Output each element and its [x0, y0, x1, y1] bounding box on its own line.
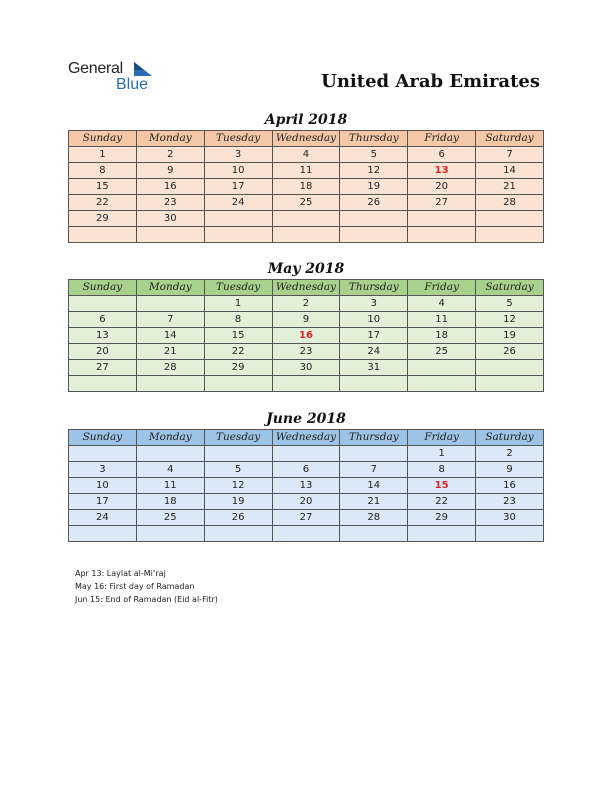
day-cell: 18 [136, 494, 204, 510]
week-row [69, 510, 544, 526]
day-cell: 22 [204, 344, 272, 360]
day-cell: 6 [69, 312, 137, 328]
weekday-header: Friday [408, 131, 476, 147]
day-cell [136, 296, 204, 312]
weekday-header: Sunday [69, 131, 137, 147]
week-row [69, 494, 544, 510]
weekday-header: Wednesday [272, 430, 340, 446]
day-cell [136, 376, 204, 392]
day-cell [408, 211, 476, 227]
day-cell: 3 [69, 462, 137, 478]
day-cell: 14 [340, 478, 408, 494]
day-cell: 30 [272, 360, 340, 376]
day-cell [204, 227, 272, 243]
week-row [69, 312, 544, 328]
day-cell: 23 [136, 195, 204, 211]
day-cell [272, 446, 340, 462]
day-cell: 30 [136, 211, 204, 227]
day-cell [272, 211, 340, 227]
month-june [68, 409, 544, 542]
day-cell [69, 227, 137, 243]
weekday-header: Thursday [340, 131, 408, 147]
day-cell: 27 [69, 360, 137, 376]
weekday-header: Sunday [69, 430, 137, 446]
day-cell [408, 360, 476, 376]
week-row [69, 195, 544, 211]
holiday-note: Apr 13: Laylat al-Mi’raj [75, 569, 166, 578]
day-cell: 4 [272, 147, 340, 163]
week-row [69, 147, 544, 163]
week-row [69, 376, 544, 392]
weekday-header: Tuesday [204, 131, 272, 147]
day-cell: 3 [340, 296, 408, 312]
day-cell [204, 376, 272, 392]
weekday-header: Monday [136, 131, 204, 147]
weekday-header: Thursday [340, 430, 408, 446]
day-cell: 19 [204, 494, 272, 510]
logo-text-blue: Blue [116, 76, 149, 93]
logo-triangle-icon [134, 62, 152, 78]
day-cell: 6 [408, 147, 476, 163]
month-title: April 2018 [264, 112, 348, 128]
weekday-header: Monday [136, 430, 204, 446]
day-cell [69, 376, 137, 392]
day-cell: 10 [204, 163, 272, 179]
week-row [69, 462, 544, 478]
week-row [69, 328, 544, 344]
day-cell: 18 [408, 328, 476, 344]
day-cell [476, 211, 544, 227]
day-cell: 10 [340, 312, 408, 328]
day-cell: 5 [476, 296, 544, 312]
day-cell: 23 [476, 494, 544, 510]
weekday-header: Wednesday [272, 280, 340, 296]
day-cell: 12 [476, 312, 544, 328]
day-cell [69, 296, 137, 312]
weekday-header: Sunday [69, 280, 137, 296]
day-cell [136, 227, 204, 243]
day-cell: 17 [69, 494, 137, 510]
day-cell [340, 526, 408, 542]
day-cell: 13 [408, 163, 476, 179]
weekday-header: Monday [136, 280, 204, 296]
month-title: June 2018 [266, 411, 346, 427]
day-cell: 19 [476, 328, 544, 344]
day-cell: 20 [408, 179, 476, 195]
day-cell: 25 [272, 195, 340, 211]
day-cell: 25 [136, 510, 204, 526]
holiday-note: Jun 15: End of Ramadan (Eid al-Fitr) [75, 595, 218, 604]
weekday-header: Friday [408, 280, 476, 296]
weekday-header-row [69, 430, 544, 446]
day-cell: 24 [340, 344, 408, 360]
day-cell: 13 [272, 478, 340, 494]
day-cell: 17 [340, 328, 408, 344]
day-cell: 22 [69, 195, 137, 211]
holiday-notes [75, 567, 218, 606]
weekday-header: Friday [408, 430, 476, 446]
day-cell: 18 [272, 179, 340, 195]
day-cell: 11 [136, 478, 204, 494]
day-cell [69, 446, 137, 462]
day-cell: 1 [408, 446, 476, 462]
country-title: United Arab Emirates [321, 71, 540, 92]
day-cell: 22 [408, 494, 476, 510]
day-cell [476, 526, 544, 542]
day-cell: 14 [136, 328, 204, 344]
day-cell [136, 446, 204, 462]
day-cell: 2 [476, 446, 544, 462]
week-row [69, 163, 544, 179]
day-cell: 14 [476, 163, 544, 179]
day-cell: 5 [340, 147, 408, 163]
day-cell [340, 227, 408, 243]
day-cell: 7 [476, 147, 544, 163]
day-cell: 21 [136, 344, 204, 360]
day-cell: 3 [204, 147, 272, 163]
day-cell: 8 [408, 462, 476, 478]
day-cell [408, 227, 476, 243]
day-cell: 7 [340, 462, 408, 478]
day-cell: 26 [340, 195, 408, 211]
day-cell: 4 [136, 462, 204, 478]
logo-text-general: General [68, 60, 123, 77]
day-cell: 19 [340, 179, 408, 195]
day-cell: 24 [69, 510, 137, 526]
day-cell: 26 [476, 344, 544, 360]
day-cell: 9 [272, 312, 340, 328]
weekday-header-row [69, 131, 544, 147]
week-row [69, 360, 544, 376]
day-cell: 12 [204, 478, 272, 494]
day-cell: 15 [408, 478, 476, 494]
day-cell [408, 526, 476, 542]
weekday-header: Tuesday [204, 430, 272, 446]
weekday-header: Saturday [476, 131, 544, 147]
day-cell: 1 [204, 296, 272, 312]
weekday-header-row [69, 280, 544, 296]
week-row [69, 344, 544, 360]
day-cell [272, 376, 340, 392]
day-cell: 27 [272, 510, 340, 526]
day-cell [476, 227, 544, 243]
week-row [69, 526, 544, 542]
day-cell [340, 376, 408, 392]
day-cell: 13 [69, 328, 137, 344]
week-row [69, 227, 544, 243]
day-cell: 1 [69, 147, 137, 163]
day-cell: 23 [272, 344, 340, 360]
week-row [69, 179, 544, 195]
day-cell: 16 [476, 478, 544, 494]
weekday-header: Tuesday [204, 280, 272, 296]
weekday-header: Saturday [476, 280, 544, 296]
holiday-note: May 16: First day of Ramadan [75, 582, 195, 591]
day-cell: 28 [476, 195, 544, 211]
day-cell: 16 [272, 328, 340, 344]
day-cell: 24 [204, 195, 272, 211]
day-cell: 31 [340, 360, 408, 376]
day-cell [272, 227, 340, 243]
day-cell: 8 [69, 163, 137, 179]
day-cell [136, 526, 204, 542]
day-cell: 11 [272, 163, 340, 179]
day-cell: 29 [204, 360, 272, 376]
month-may [68, 259, 544, 392]
day-cell: 27 [408, 195, 476, 211]
day-cell: 11 [408, 312, 476, 328]
day-cell: 21 [340, 494, 408, 510]
day-cell [204, 446, 272, 462]
day-cell: 28 [136, 360, 204, 376]
day-cell: 5 [204, 462, 272, 478]
day-cell: 9 [136, 163, 204, 179]
day-cell: 20 [272, 494, 340, 510]
day-cell: 29 [408, 510, 476, 526]
day-cell: 16 [136, 179, 204, 195]
day-cell [476, 360, 544, 376]
week-row [69, 211, 544, 227]
day-cell: 2 [136, 147, 204, 163]
day-cell: 6 [272, 462, 340, 478]
day-cell [340, 211, 408, 227]
day-cell: 10 [69, 478, 137, 494]
day-cell [204, 211, 272, 227]
weekday-header: Saturday [476, 430, 544, 446]
day-cell: 15 [69, 179, 137, 195]
day-cell: 2 [272, 296, 340, 312]
day-cell: 9 [476, 462, 544, 478]
day-cell: 8 [204, 312, 272, 328]
day-cell [69, 526, 137, 542]
day-cell [272, 526, 340, 542]
day-cell: 29 [69, 211, 137, 227]
weekday-header: Wednesday [272, 131, 340, 147]
month-title: May 2018 [267, 261, 345, 277]
day-cell: 7 [136, 312, 204, 328]
day-cell: 15 [204, 328, 272, 344]
day-cell [204, 526, 272, 542]
calendar-table [68, 429, 544, 542]
day-cell: 25 [408, 344, 476, 360]
day-cell: 4 [408, 296, 476, 312]
day-cell [476, 376, 544, 392]
week-row [69, 446, 544, 462]
day-cell [340, 446, 408, 462]
day-cell: 20 [69, 344, 137, 360]
day-cell: 12 [340, 163, 408, 179]
day-cell: 21 [476, 179, 544, 195]
day-cell: 28 [340, 510, 408, 526]
calendar-table [68, 279, 544, 392]
week-row [69, 296, 544, 312]
week-row [69, 478, 544, 494]
weekday-header: Thursday [340, 280, 408, 296]
day-cell: 26 [204, 510, 272, 526]
calendar-table [68, 130, 544, 243]
day-cell [408, 376, 476, 392]
brand-logo [68, 60, 168, 96]
day-cell: 30 [476, 510, 544, 526]
day-cell: 17 [204, 179, 272, 195]
month-april [68, 110, 544, 243]
